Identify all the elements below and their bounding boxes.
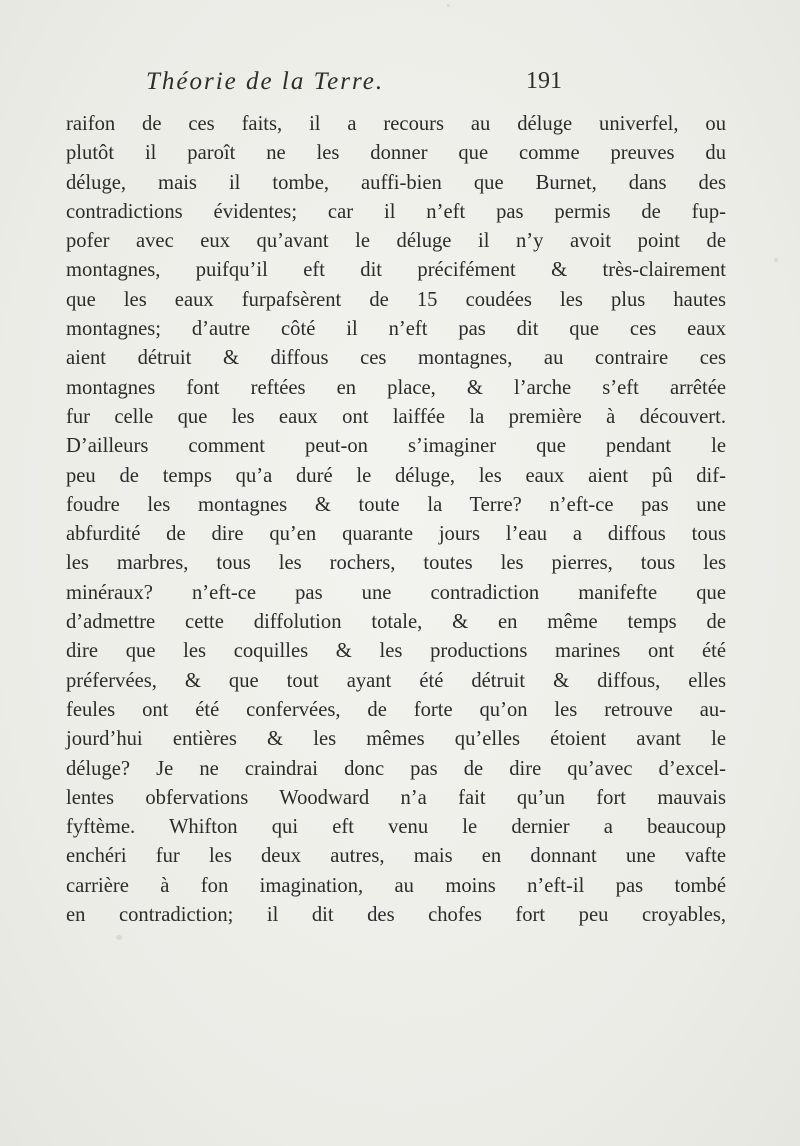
text-line: les marbres, tous les rochers, toutes les pierres, tous les [66,552,726,575]
text-line: carrière à fon imagination, au moins n’eft-il pas tombé [66,874,726,897]
text-line: abfurdité de dire qu’en quarante jours l’eau a diffous tous [66,523,726,546]
text-line: jourd’hui entières & les mêmes qu’elles étoient avant le [66,728,726,751]
page-number: 191 [526,68,562,94]
text-line: feules ont été confervées, de forte qu’on les retrouve au- [66,698,726,721]
text-line: montagnes font reftées en place, & l’arche s’eft arrêtée [66,376,726,399]
text-line: pofer avec eux qu’avant le déluge il n’y avoit point de [66,230,726,253]
text-line: foudre les montagnes & toute la Terre? n’eft-ce pas une [66,493,726,516]
text-line: peu de temps qu’a duré le déluge, les eaux aient pû dif- [66,464,726,487]
paper-speck [116,935,122,940]
text-line: contradictions évidentes; car il n’eft pas permis de fup- [66,200,726,223]
text-line: montagnes; d’autre côté il n’eft pas dit que ces eaux [66,318,726,341]
text-line: fyftème. Whifton qui eft venu le dernier a beaucoup [66,816,726,839]
body-text [66,110,726,930]
text-line: fur celle que les eaux ont laiffée la première à découvert. [66,405,726,428]
running-head-title: Théorie de la Terre. [146,68,385,95]
text-line: plutôt il paroît ne les donner que comme preuves du [66,142,726,165]
text-line: en contradiction; il dit des chofes fort peu croyables, [66,904,726,927]
text-line: montagnes, puifqu’il eft dit précifément & très-clairement [66,259,726,282]
text-line: dire que les coquilles & les productions marines ont été [66,640,726,663]
text-line: aient détruit & diffous ces montagnes, au contraire ces [66,347,726,370]
text-line: enchéri fur les deux autres, mais en donnant une vafte [66,845,726,868]
text-line: lentes obfervations Woodward n’a fait qu’un fort mauvais [66,786,726,809]
text-line: raifon de ces faits, il a recours au déluge univerfel, ou [66,113,726,135]
text-line: déluge, mais il tombe, auffi-bien que Burnet, dans des [66,171,726,194]
paper-speck [447,4,450,7]
text-line: préfervées, & que tout ayant été détruit & diffous, elles [66,669,726,692]
text-line: minéraux? n’eft-ce pas une contradiction manifefte que [66,581,726,604]
text-line: que les eaux furpafsèrent de 15 coudées les plus hautes [66,288,726,311]
text-line: déluge? Je ne craindrai donc pas de dire qu’avec d’excel- [66,757,726,780]
text-line: d’admettre cette diffolution totale, & en même temps de [66,611,726,634]
text-line: D’ailleurs comment peut-on s’imaginer que pendant le [66,435,726,458]
paper-speck [774,258,778,262]
